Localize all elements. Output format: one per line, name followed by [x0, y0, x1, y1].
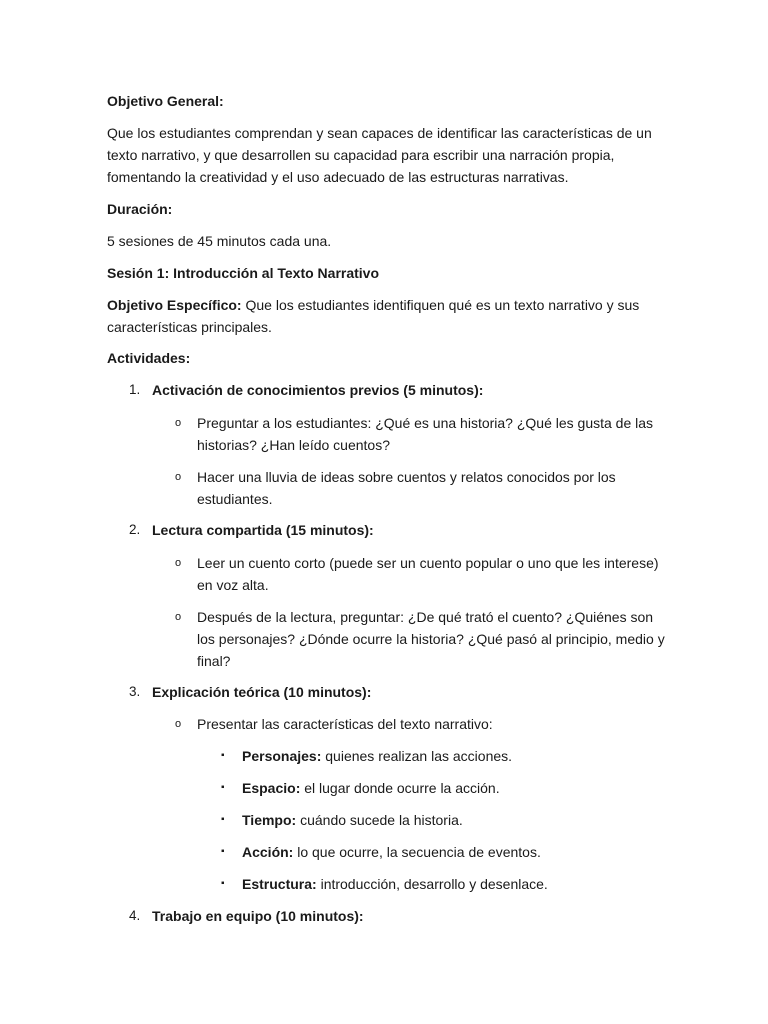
- feature-term: Tiempo:: [242, 812, 297, 828]
- duracion-heading: Duración:: [107, 201, 173, 217]
- feature-espacio: [242, 777, 662, 799]
- square-bullet: ▪: [221, 782, 225, 793]
- feature-term: Estructura:: [242, 876, 317, 892]
- circle-bullet: o: [175, 611, 182, 623]
- list-item-title: Trabajo en equipo (10 minutos):: [152, 908, 364, 924]
- feature-tiempo: [242, 809, 662, 831]
- feature-desc: el lugar donde ocurre la acción.: [300, 780, 500, 796]
- list-number: 3.: [129, 684, 141, 699]
- sub-item: Después de la lectura, preguntar: ¿De qué trató el cuento? ¿Quiénes son los personajes? ¿Dónde ocurre la historia? ¿Qué pasó al principio, medio y final?: [197, 609, 665, 669]
- circle-bullet: o: [175, 718, 182, 730]
- list-item-title: Activación de conocimientos previos (5 minutos):: [152, 382, 484, 398]
- sub-item: Preguntar a los estudiantes: ¿Qué es una historia? ¿Qué les gusta de las historias? ¿Han leído cuentos?: [197, 415, 654, 453]
- feature-term: Acción:: [242, 844, 294, 860]
- sub-item: Presentar las características del texto narrativo:: [197, 716, 493, 732]
- sub-item: Leer un cuento corto (puede ser un cuento popular o uno que les interese) en voz alta.: [197, 555, 659, 593]
- square-bullet: ▪: [221, 878, 225, 889]
- feature-estructura: [242, 873, 662, 895]
- circle-bullet: o: [175, 471, 182, 483]
- list-item-title: Explicación teórica (10 minutos):: [152, 684, 372, 700]
- objetivo-general-heading: Objetivo General:: [107, 93, 224, 109]
- list-number: 1.: [129, 382, 141, 397]
- objetivo-especifico-label: Objetivo Específico:: [107, 297, 242, 313]
- feature-personajes: [242, 745, 662, 767]
- objetivo-especifico: [107, 294, 667, 338]
- list-item-title: Lectura compartida (15 minutos):: [152, 522, 374, 538]
- feature-desc: cuándo sucede la historia.: [296, 812, 463, 828]
- list-number: 2.: [129, 522, 141, 537]
- circle-bullet: o: [175, 557, 182, 569]
- square-bullet: ▪: [221, 750, 225, 761]
- actividades-heading: Actividades:: [107, 350, 191, 366]
- feature-term: Personajes:: [242, 748, 322, 764]
- circle-bullet: o: [175, 417, 182, 429]
- feature-accion: [242, 841, 662, 863]
- objetivo-especifico-text: Que los estudiantes identifiquen qué es un texto narrativo y sus características principales.: [107, 297, 640, 335]
- feature-desc: quienes realizan las acciones.: [321, 748, 513, 764]
- duracion-text: 5 sesiones de 45 minutos cada una.: [107, 233, 332, 249]
- sub-item: Hacer una lluvia de ideas sobre cuentos y relatos conocidos por los estudiantes.: [197, 469, 616, 507]
- list-number: 4.: [129, 908, 141, 923]
- square-bullet: ▪: [221, 846, 225, 857]
- square-bullet: ▪: [221, 814, 225, 825]
- feature-term: Espacio:: [242, 780, 301, 796]
- sesion1-heading: Sesión 1: Introducción al Texto Narrativo: [107, 265, 380, 281]
- feature-desc: lo que ocurre, la secuencia de eventos.: [293, 844, 541, 860]
- feature-desc: introducción, desarrollo y desenlace.: [316, 876, 548, 892]
- objetivo-general-text: Que los estudiantes comprendan y sean capaces de identificar las características de un texto narrativo, y que desarrollen su capacidad para escribir una narración propia, fomentando la creatividad y el uso adecuado de las estructuras narrativas.: [107, 125, 652, 185]
